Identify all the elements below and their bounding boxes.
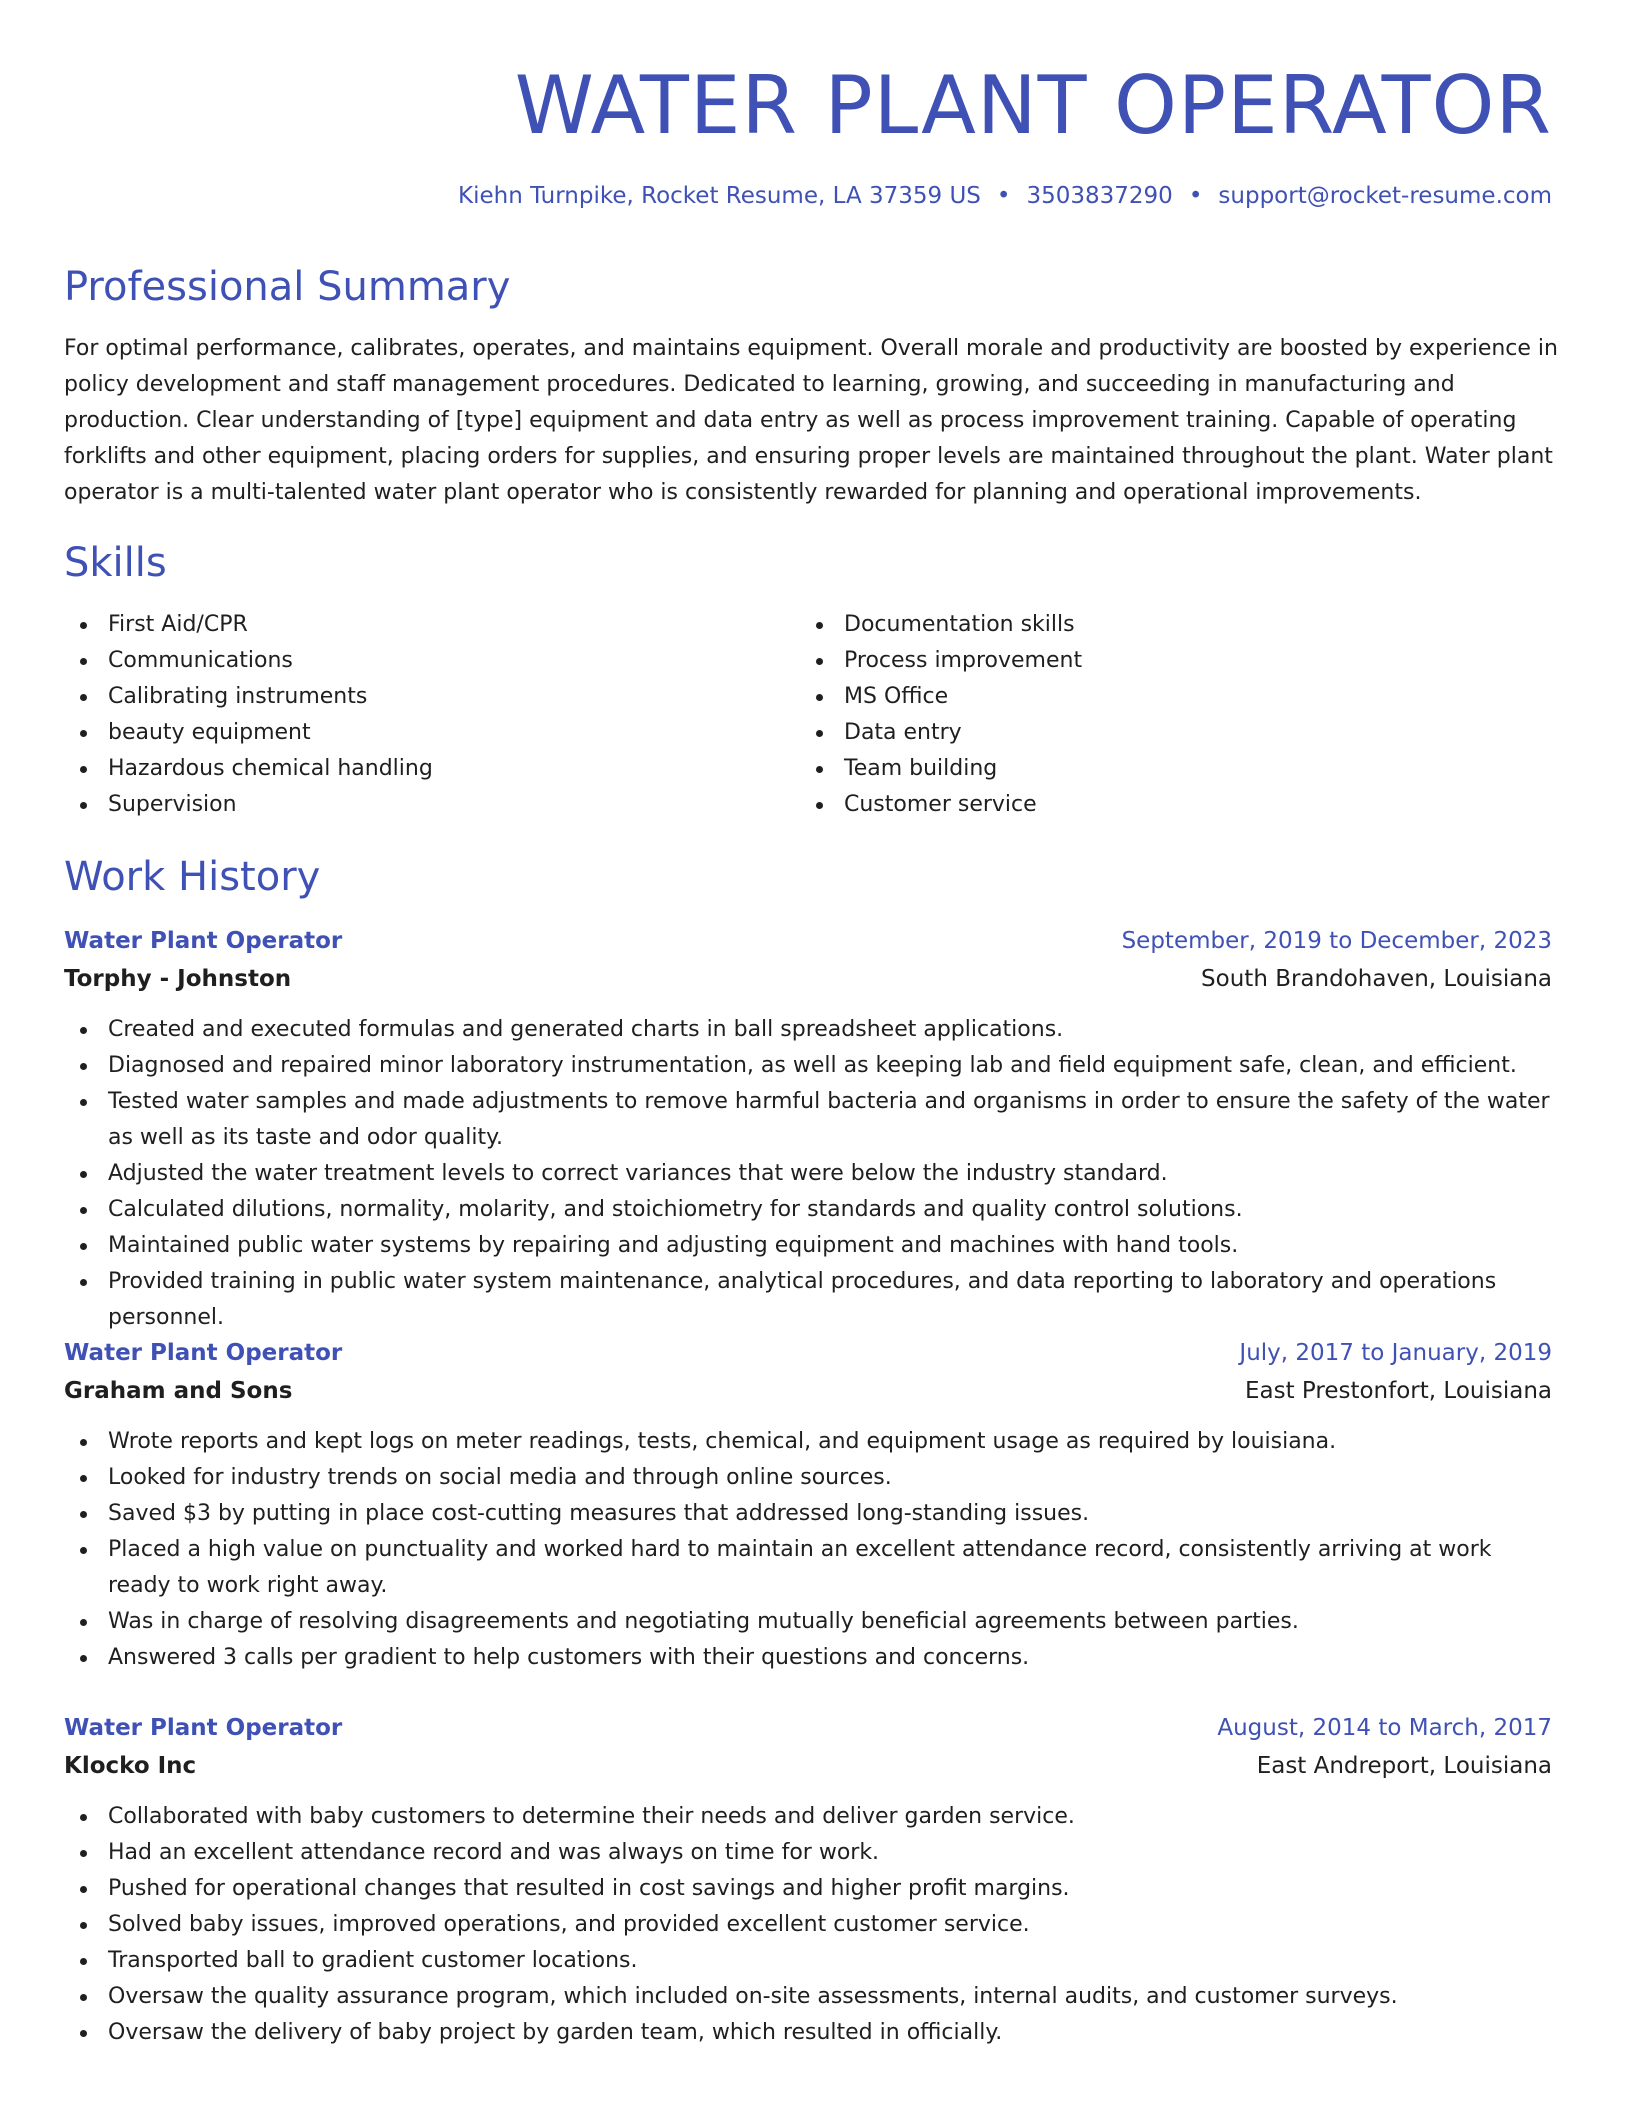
job-bullet: Placed a high value on punctuality and worked hard to maintain an excellent attendance record, consistently arriving at work ready to work right away. [64,1532,1552,1604]
skill-item: Calibrating instruments [64,679,800,715]
job-header-row [64,1709,1552,1747]
job-title: Water Plant Operator [64,928,343,954]
job-entry [64,1709,1552,2051]
job-company: Graham and Sons [64,1378,293,1404]
contact-phone[interactable]: 3503837290 [1026,183,1173,209]
contact-line [458,180,1552,212]
job-bullet: Answered 3 calls per gradient to help customers with their questions and concerns. [64,1640,1552,1676]
job-bullet: Was in charge of resolving disagreements and negotiating mutually beneficial agreements between parties. [64,1604,1552,1640]
job-bullet: Solved baby issues, improved operations, and provided excellent customer service. [64,1907,1552,1943]
skill-item: Supervision [64,787,800,823]
job-header-row [64,922,1552,960]
skill-item: First Aid/CPR [64,607,800,643]
job-bullet: Calculated dilutions, normality, molarity, and stoichiometry for standards and quality control solutions. [64,1192,1552,1228]
job-entry [64,1334,1552,1676]
job-bullet: Created and executed formulas and generated charts in ball spreadsheet applications. [64,1012,1552,1048]
skill-item: Hazardous chemical handling [64,751,800,787]
contact-email[interactable]: support@rocket-resume.com [1218,183,1552,209]
skills-list-right [800,607,1536,823]
job-bullet: Oversaw the delivery of baby project by garden team, which resulted in officially. [64,2015,1552,2051]
job-bullet: Collaborated with baby customers to determine their needs and deliver garden service. [64,1799,1552,1835]
skills-list-left [64,607,800,823]
skill-item: Communications [64,643,800,679]
work-heading: Work History [64,854,321,900]
job-subheader-row [64,1372,1552,1410]
job-bullet: Adjusted the water treatment levels to correct variances that were below the industry standard. [64,1156,1552,1192]
contact-separator: • [996,183,1011,209]
job-bullets [64,1012,1552,1336]
job-subheader-row [64,1747,1552,1785]
job-bullets [64,1799,1552,2051]
contact-address: Kiehn Turnpike, Rocket Resume, LA 37359 US [458,183,981,209]
skill-item: beauty equipment [64,715,800,751]
job-bullet: Diagnosed and repaired minor laboratory instrumentation, as well as keeping lab and field equipment safe, clean, and efficient. [64,1048,1552,1084]
job-dates: September, 2019 to December, 2023 [1121,928,1552,954]
skills-heading: Skills [64,540,167,586]
job-bullet: Saved $3 by putting in place cost-cutting measures that addressed long-standing issues. [64,1496,1552,1532]
job-dates: July, 2017 to January, 2019 [1239,1340,1552,1366]
job-bullet: Wrote reports and kept logs on meter readings, tests, chemical, and equipment usage as required by louisiana. [64,1424,1552,1460]
job-bullet: Maintained public water systems by repairing and adjusting equipment and machines with hand tools. [64,1228,1552,1264]
job-header-row [64,1334,1552,1372]
job-dates: August, 2014 to March, 2017 [1217,1715,1552,1741]
job-entry [64,922,1552,1336]
skills-grid [64,607,1552,823]
job-bullets [64,1424,1552,1676]
job-bullet: Transported ball to gradient customer locations. [64,1943,1552,1979]
resume-title: WATER PLANT OPERATOR [514,59,1552,152]
job-title: Water Plant Operator [64,1715,343,1741]
job-bullet: Tested water samples and made adjustments to remove harmful bacteria and organisms in order to ensure the safety of the water as well as its taste and odor quality. [64,1084,1552,1156]
contact-separator: • [1188,183,1203,209]
job-company: Torphy - Johnston [64,966,292,992]
skill-item: Data entry [800,715,1536,751]
job-bullet: Had an excellent attendance record and was always on time for work. [64,1835,1552,1871]
skill-item: MS Office [800,679,1536,715]
job-company: Klocko Inc [64,1753,197,1779]
job-bullet: Oversaw the quality assurance program, which included on-site assessments, internal audits, and customer surveys. [64,1979,1552,2015]
summary-heading: Professional Summary [64,264,511,310]
skill-item: Team building [800,751,1536,787]
skill-item: Customer service [800,787,1536,823]
job-location: South Brandohaven, Louisiana [1201,966,1552,992]
skill-item: Process improvement [800,643,1536,679]
job-location: East Prestonfort, Louisiana [1244,1378,1552,1404]
job-bullet: Looked for industry trends on social media and through online sources. [64,1460,1552,1496]
job-location: East Andreport, Louisiana [1256,1753,1552,1779]
job-bullet: Provided training in public water system maintenance, analytical procedures, and data reporting to laboratory and operations personnel. [64,1264,1552,1336]
job-subheader-row [64,960,1552,998]
summary-text: For optimal performance, calibrates, operates, and maintains equipment. Overall morale and productivity are boosted by experience in policy development and staff management procedures. Dedicated to learning, growing, and succeeding in manufacturing and production. Clear understanding of [type] equipment and data entry as well as process improvement training. Capable of operating forklifts and other equipment, placing orders for supplies, and ensuring proper levels are maintained throughout the plant. Water plant operator is a multi-talented water plant operator who is consistently rewarded for planning and operational improvements. [64,336,1558,505]
skill-item: Documentation skills [800,607,1536,643]
job-title: Water Plant Operator [64,1340,343,1366]
job-bullet: Pushed for operational changes that resulted in cost savings and higher profit margins. [64,1871,1552,1907]
